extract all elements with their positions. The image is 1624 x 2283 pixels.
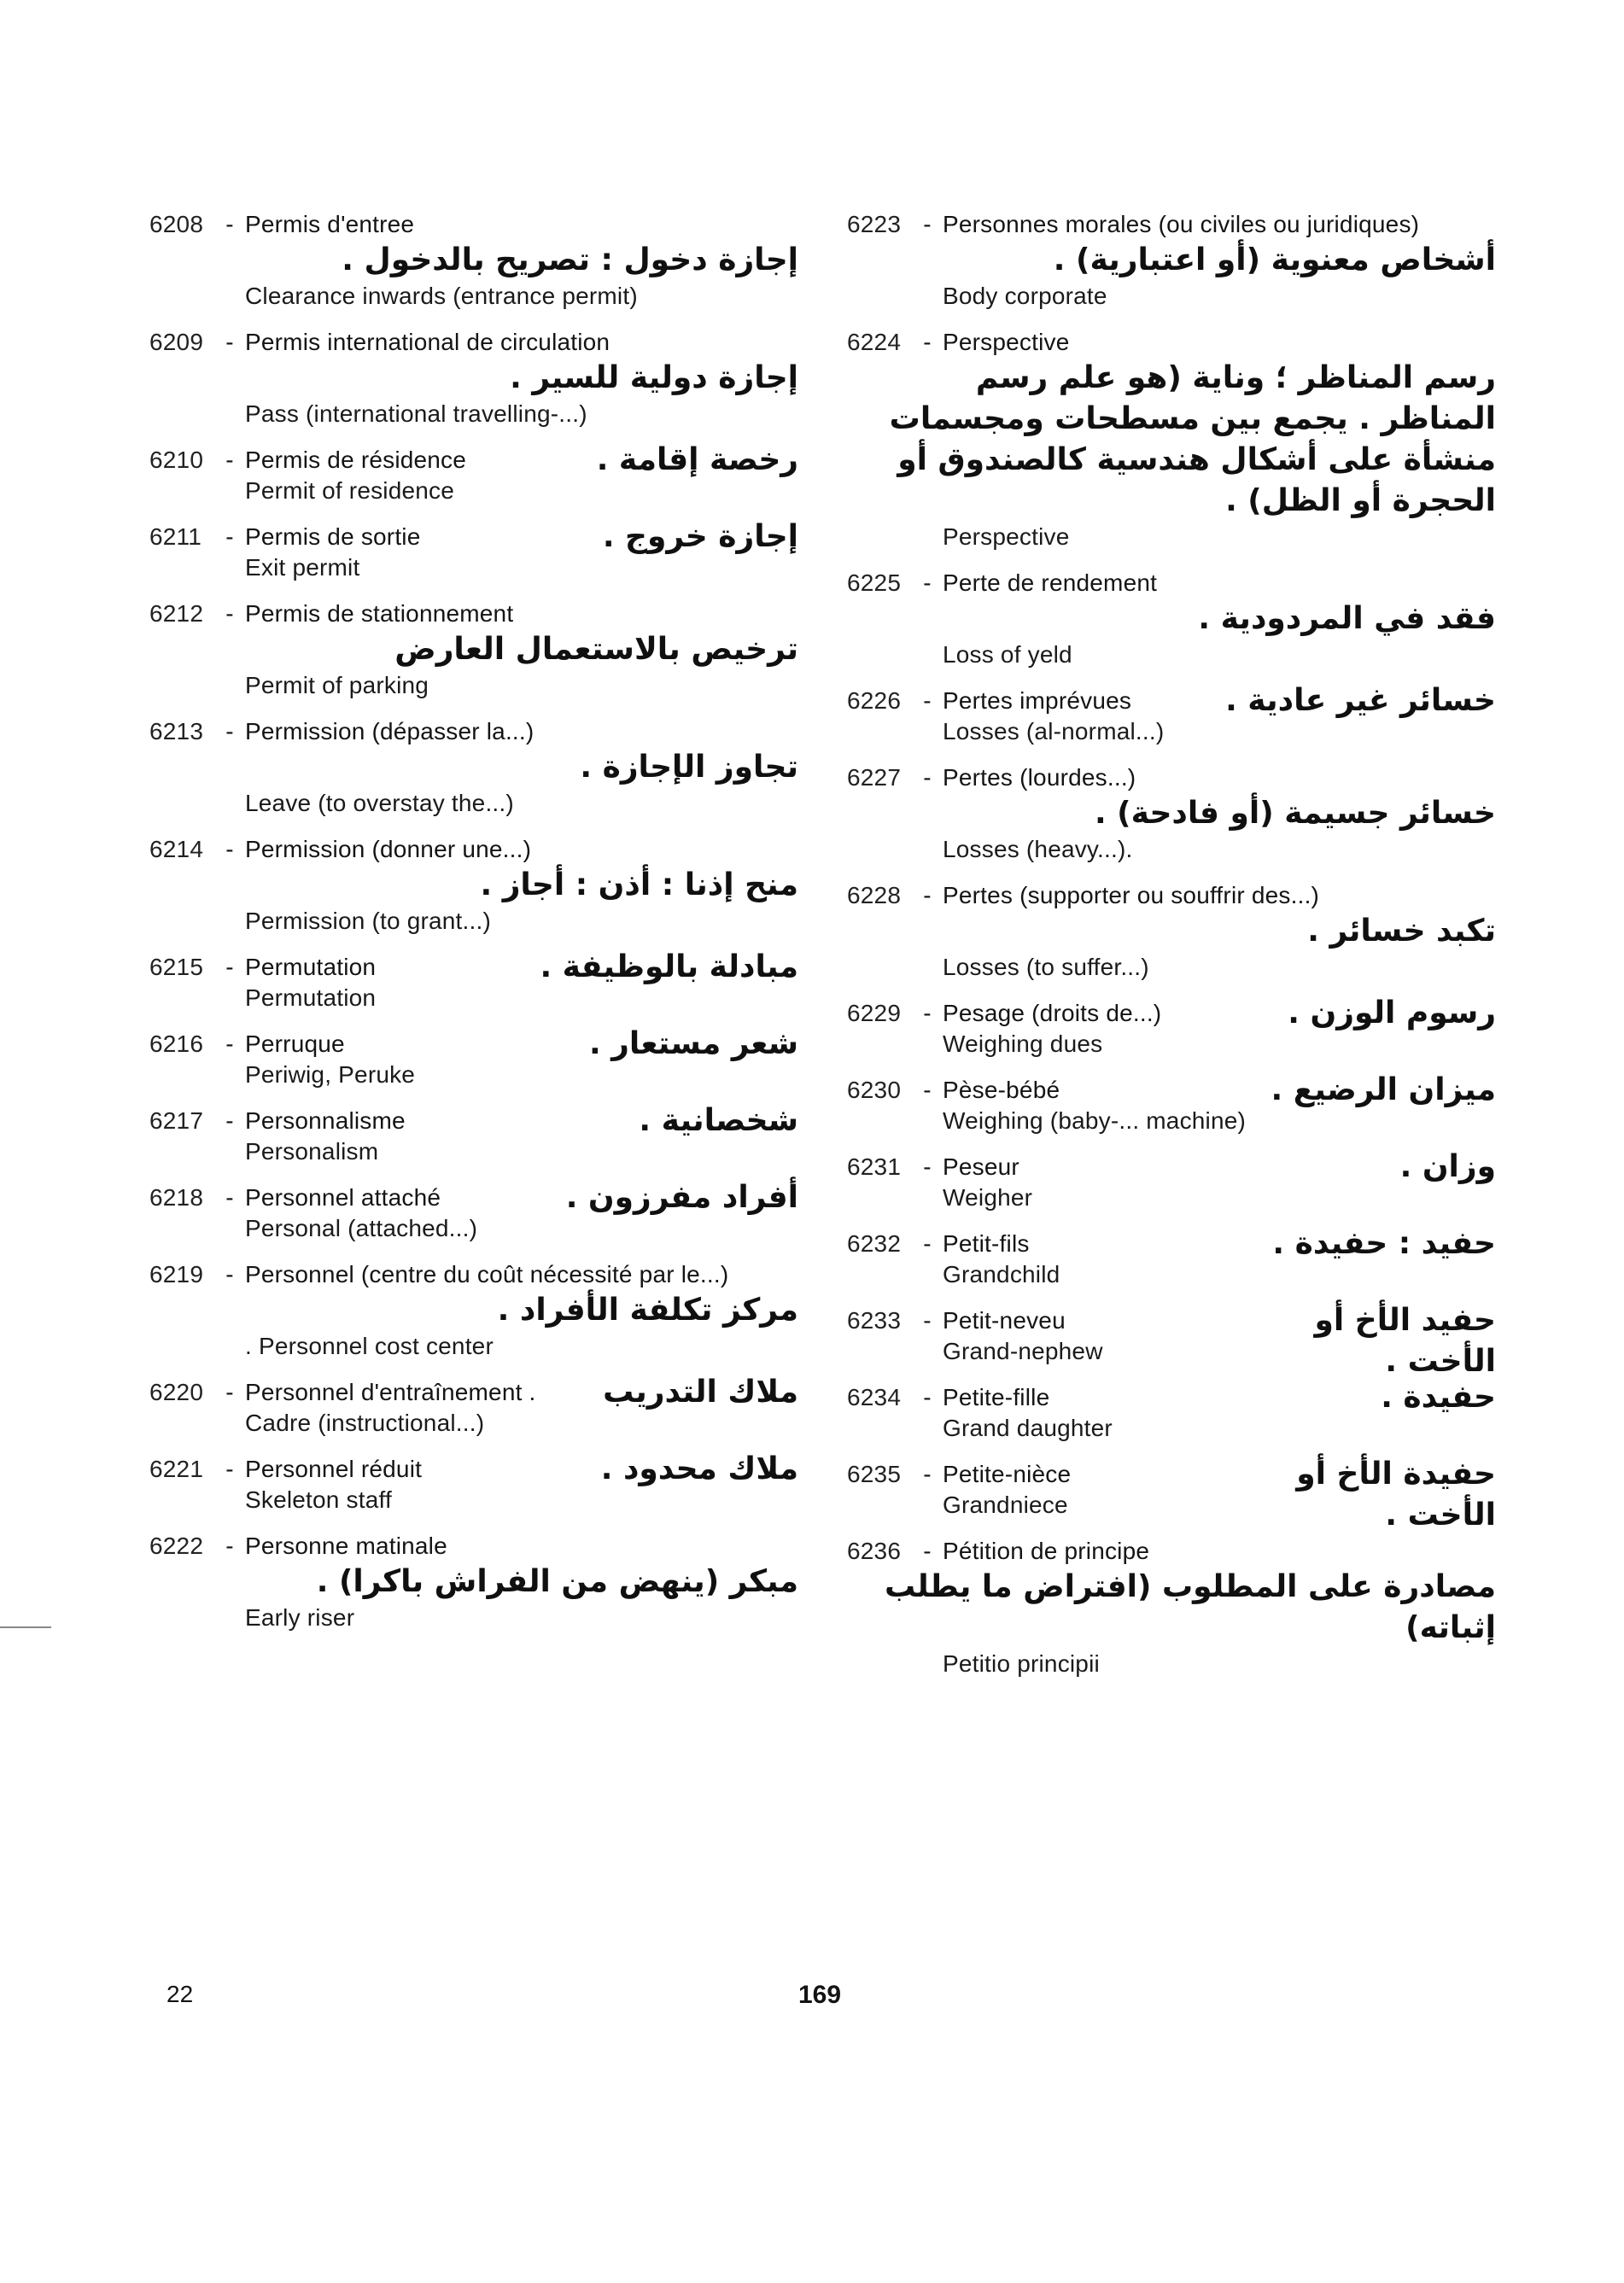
- english-term: Leave (to overstay the...): [245, 790, 514, 816]
- dictionary-entry: [847, 1303, 1496, 1379]
- english-term: Weighing dues: [943, 1031, 1103, 1057]
- footer-left-number: 22: [166, 1981, 194, 2007]
- english-term: Perspective: [943, 523, 1070, 550]
- french-term: Perruque: [245, 1031, 345, 1057]
- english-term: Losses (al-normal...): [943, 718, 1165, 744]
- entry-head: [149, 209, 798, 240]
- right-column: [847, 209, 1496, 1695]
- arabic-term: ملاك محدود .: [600, 1451, 798, 1486]
- arabic-term: مبكر (ينهض من الفراش باكرا) .: [316, 1564, 798, 1599]
- entry-number: 6217: [149, 1107, 204, 1134]
- entry-dash: -: [923, 1000, 932, 1026]
- english-term: Loss of yeld: [943, 641, 1072, 668]
- dictionary-entry: [149, 598, 798, 701]
- entry-dash: -: [923, 329, 932, 355]
- french-term: Permis de stationnement: [245, 600, 514, 627]
- entry-dash: -: [225, 1456, 234, 1482]
- entry-head: [847, 1152, 1496, 1182]
- arabic-term: رسوم الوزن .: [1288, 996, 1496, 1031]
- entry-number: 6228: [847, 882, 902, 908]
- entry-dash: -: [923, 569, 932, 596]
- arabic-term: رخصة إقامة .: [596, 442, 798, 477]
- entry-number: 6218: [149, 1184, 204, 1211]
- english-term: Body corporate: [943, 283, 1107, 309]
- arabic-term: فقد في المردودية .: [1198, 601, 1496, 636]
- arabic-term: إجازة خروج .: [602, 519, 798, 554]
- english-term: Personalism: [245, 1138, 379, 1165]
- entry-head: [149, 1259, 798, 1290]
- arabic-term: وزان .: [1399, 1149, 1496, 1184]
- english-term: Permutation: [245, 984, 377, 1011]
- english-term: Grandchild: [943, 1261, 1060, 1287]
- entry-number: 6213: [149, 718, 204, 744]
- entry-head: [149, 327, 798, 358]
- entry-head: [847, 209, 1496, 240]
- arabic-term: منح إذنا : أذن : أجاز .: [480, 867, 798, 902]
- english-term: Grand-nephew: [943, 1338, 1103, 1364]
- french-term: Permis international de circulation: [245, 329, 610, 355]
- arabic-term: أفراد مفرزون .: [565, 1180, 798, 1215]
- english-term: Weigher: [943, 1184, 1033, 1211]
- dictionary-entry: [149, 1531, 798, 1633]
- french-term: Pesage (droits de...): [943, 1000, 1162, 1026]
- english-term: Weighing (baby-... machine): [943, 1107, 1247, 1134]
- english-term: Periwig, Peruke: [245, 1061, 416, 1088]
- english-term: Grand daughter: [943, 1415, 1113, 1441]
- french-term: Petit-fils: [943, 1230, 1030, 1257]
- entry-number: 6219: [149, 1261, 204, 1287]
- french-term: Personnalisme: [245, 1107, 406, 1134]
- entry-number: 6235: [847, 1461, 902, 1487]
- entry-number: 6234: [847, 1384, 902, 1410]
- entry-number: 6225: [847, 569, 902, 596]
- entry-dash: -: [225, 600, 234, 627]
- french-term: Permutation: [245, 954, 377, 980]
- dictionary-entry: [847, 880, 1496, 983]
- dictionary-entry: [149, 442, 798, 506]
- entry-number: 6230: [847, 1077, 902, 1103]
- entry-head: [847, 762, 1496, 793]
- dictionary-entry: [149, 716, 798, 819]
- entry-dash: -: [923, 764, 932, 791]
- arabic-term: حفيدة الأخ أو الأخت .: [1296, 1457, 1496, 1533]
- entry-number: 6224: [847, 329, 902, 355]
- entry-number: 6229: [847, 1000, 902, 1026]
- entry-head: [847, 327, 1496, 358]
- entry-dash: -: [225, 1031, 234, 1057]
- left-column: [149, 209, 798, 1649]
- entry-dash: -: [923, 211, 932, 237]
- entry-head: [847, 568, 1496, 598]
- english-term: Permission (to grant...): [245, 908, 491, 934]
- french-term: Personnel (centre du coût nécessité par le...): [245, 1261, 729, 1287]
- arabic-term: مبادلة بالوظيفة .: [540, 949, 798, 984]
- dictionary-entry: [847, 327, 1496, 552]
- arabic-term: حفيدة .: [1381, 1380, 1496, 1415]
- entry-dash: -: [923, 1538, 932, 1564]
- dictionary-entry: [847, 209, 1496, 312]
- entry-number: 6211: [149, 523, 202, 550]
- french-term: Pèse-bébé: [943, 1077, 1060, 1103]
- dictionary-entry: [847, 998, 1496, 1060]
- dictionary-entry: [149, 949, 798, 1013]
- arabic-term: شخصانية .: [639, 1103, 798, 1138]
- dictionary-entry: [149, 1103, 798, 1167]
- arabic-term: ميزان الرضيع .: [1271, 1072, 1496, 1107]
- dictionary-entry: [149, 519, 798, 583]
- english-term: Exit permit: [245, 554, 360, 581]
- entry-number: 6226: [847, 687, 902, 714]
- french-term: Pétition de principe: [943, 1538, 1150, 1564]
- arabic-term: خسائر غير عادية .: [1225, 683, 1496, 718]
- french-term: Petite-fille: [943, 1384, 1050, 1410]
- entry-number: 6232: [847, 1230, 902, 1257]
- entry-head: [847, 880, 1496, 911]
- dictionary-entry: [149, 1451, 798, 1515]
- arabic-term: ملاك التدريب: [603, 1375, 798, 1410]
- entry-head: [847, 1536, 1496, 1567]
- english-term: Cadre (instructional...): [245, 1410, 485, 1436]
- arabic-term: حفيد : حفيدة .: [1272, 1226, 1496, 1261]
- entry-dash: -: [225, 1533, 234, 1559]
- french-term: Personnel attaché: [245, 1184, 441, 1211]
- entry-dash: -: [225, 954, 234, 980]
- dictionary-entry: [847, 1382, 1496, 1444]
- margin-mark: [0, 1626, 51, 1628]
- entry-head: [149, 1531, 798, 1562]
- entry-head: [149, 834, 798, 865]
- dictionary-entry: [847, 1226, 1496, 1290]
- dictionary-entry: [847, 568, 1496, 670]
- french-term: Permission (dépasser la...): [245, 718, 535, 744]
- entry-head: [149, 598, 798, 629]
- entry-number: 6215: [149, 954, 204, 980]
- arabic-term: شعر مستعار .: [588, 1026, 798, 1061]
- english-term: Clearance inwards (entrance permit): [245, 283, 638, 309]
- entry-dash: -: [923, 1307, 932, 1334]
- dictionary-entry: [149, 209, 798, 312]
- french-term: Pertes (supporter ou souffrir des...): [943, 882, 1320, 908]
- french-term: Pertes imprévues: [943, 687, 1132, 714]
- arabic-term: تجاوز الإجازة .: [580, 750, 798, 785]
- dictionary-entry: [847, 762, 1496, 865]
- entry-number: 6216: [149, 1031, 204, 1057]
- entry-dash: -: [923, 1153, 932, 1180]
- french-term: Permis d'entree: [245, 211, 415, 237]
- french-term: Personnel réduit: [245, 1456, 423, 1482]
- arabic-term: إجازة دولية للسير .: [510, 360, 798, 395]
- entry-dash: -: [923, 687, 932, 714]
- french-term: Personnel d'entraînement .: [245, 1379, 536, 1405]
- entry-number: 6214: [149, 836, 204, 862]
- entry-head: [149, 716, 798, 747]
- entry-dash: -: [225, 1184, 234, 1211]
- english-term: Personal (attached...): [245, 1215, 478, 1241]
- entry-number: 6236: [847, 1538, 902, 1564]
- french-term: Peseur: [943, 1153, 1019, 1180]
- entry-dash: -: [923, 1077, 932, 1103]
- french-term: Petite-nièce: [943, 1461, 1072, 1487]
- entry-dash: -: [225, 836, 234, 862]
- entry-dash: -: [225, 329, 234, 355]
- arabic-term: تكبد خسائر .: [1307, 914, 1496, 949]
- arabic-term: مصادرة على المطلوب (افتراض ما يطلب إثباته): [884, 1569, 1496, 1645]
- entry-number: 6208: [149, 211, 204, 237]
- entry-number: 6210: [149, 447, 204, 473]
- entry-dash: -: [225, 718, 234, 744]
- page-number: 169: [798, 1981, 842, 2009]
- entry-dash: -: [923, 1230, 932, 1257]
- french-term: Perspective: [943, 329, 1070, 355]
- french-term: Petit-neveu: [943, 1307, 1066, 1334]
- french-term: Permis de sortie: [245, 523, 421, 550]
- french-term: Permis de résidence: [245, 447, 467, 473]
- english-term: Pass (international travelling-...): [245, 400, 587, 427]
- french-term: Personne matinale: [245, 1533, 447, 1559]
- french-term: Pertes (lourdes...): [943, 764, 1136, 791]
- dictionary-entry: [847, 1149, 1496, 1213]
- dictionary-entry: [847, 1072, 1496, 1136]
- english-term: Petitio principii: [943, 1650, 1100, 1677]
- english-term: Grandniece: [943, 1492, 1068, 1518]
- arabic-term: خسائر جسيمة (أو فادحة) .: [1094, 796, 1496, 831]
- english-term: Losses (heavy...).: [943, 836, 1133, 862]
- english-term: Skeleton staff: [245, 1486, 392, 1513]
- arabic-term: رسم المناظر ؛ وناية (هو علم رسم المناظر . يجمع بين مسطحات ومجسمات منشأة على أشكال هندسية كالصندوق أو الحجرة أو الظل) .: [889, 360, 1496, 518]
- arabic-term: مركز تكلفة الأفراد .: [497, 1293, 798, 1328]
- english-term: Permit of parking: [245, 672, 429, 698]
- arabic-term: إجازة دخول : تصريح بالدخول .: [342, 242, 798, 277]
- entry-dash: -: [225, 1107, 234, 1134]
- entry-dash: -: [225, 1379, 234, 1405]
- entry-number: 6223: [847, 211, 902, 237]
- dictionary-entry: [149, 1377, 798, 1439]
- french-term: Permission (donner une...): [245, 836, 532, 862]
- entry-dash: -: [225, 523, 234, 550]
- entry-dash: -: [225, 211, 234, 237]
- entry-dash: -: [225, 1261, 234, 1287]
- english-term: Permit of residence: [245, 477, 455, 504]
- dictionary-entry: [149, 327, 798, 429]
- arabic-term: ترخيص بالاستعمال العارض: [394, 632, 798, 667]
- entry-number: 6222: [149, 1533, 204, 1559]
- dictionary-entry: [847, 1536, 1496, 1679]
- french-term: Personnes morales (ou civiles ou juridiques): [943, 211, 1420, 237]
- entry-number: 6227: [847, 764, 902, 791]
- entry-dash: -: [923, 1461, 932, 1487]
- french-term: Perte de rendement: [943, 569, 1158, 596]
- dictionary-entry: [149, 1259, 798, 1362]
- dictionary-entry: [149, 1026, 798, 1090]
- arabic-term: أشخاص معنوية (أو اعتبارية) .: [1053, 242, 1496, 277]
- english-term: Early riser: [245, 1604, 355, 1631]
- entry-number: 6209: [149, 329, 204, 355]
- dictionary-entry: [149, 834, 798, 937]
- entry-number: 6233: [847, 1307, 902, 1334]
- entry-number: 6231: [847, 1153, 902, 1180]
- english-term: . Personnel cost center: [245, 1333, 494, 1359]
- entry-dash: -: [923, 882, 932, 908]
- entry-dash: -: [923, 1384, 932, 1410]
- dictionary-entry: [847, 683, 1496, 747]
- dictionary-entry: [847, 1457, 1496, 1533]
- entry-number: 6221: [149, 1456, 204, 1482]
- entry-number: 6212: [149, 600, 204, 627]
- dictionary-entry: [149, 1182, 798, 1244]
- english-term: Losses (to suffer...): [943, 954, 1149, 980]
- entry-dash: -: [225, 447, 234, 473]
- arabic-term: حفيد الأخ أو الأخت .: [1314, 1303, 1496, 1379]
- entry-number: 6220: [149, 1379, 204, 1405]
